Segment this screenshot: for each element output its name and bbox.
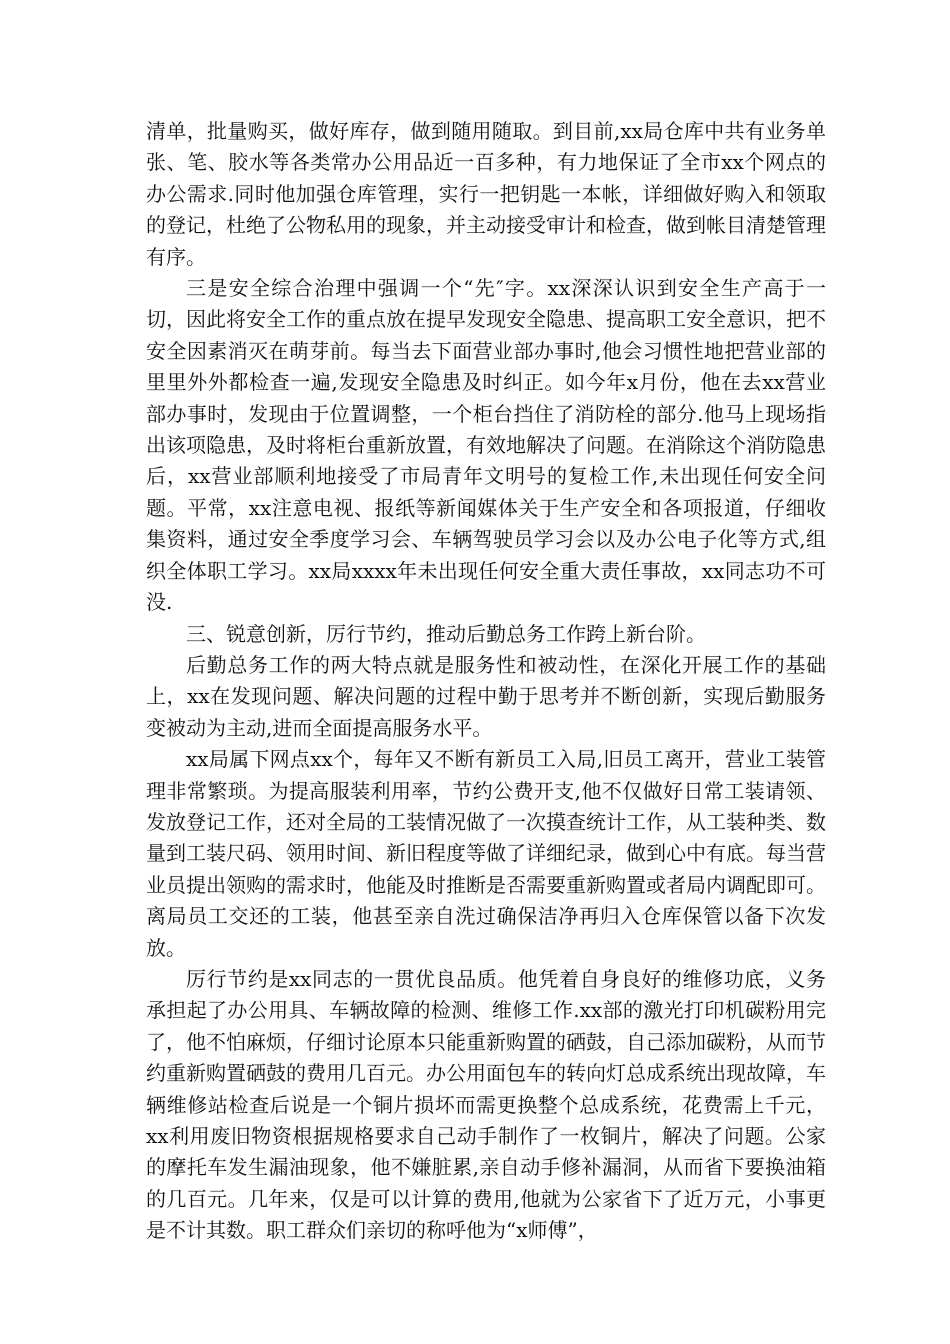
section-heading: 三、锐意创新，厉行节约，推动后勤总务工作跨上新台阶。	[186, 621, 706, 646]
paragraph-1: 清单，批量购买，做好库存，做到随用随取。到目前,xx局仓库中共有业务单张、笔、胶水等各类常办公用品近一百多种，有力地保证了全市xx个网点的办公需求.同时他加强仓库管理，实行一把钥匙一本帐，详细做好购入和领取的登记，杜绝了公物私用的现象，并主动接受审计和检查，做到帐目清楚管理有序。	[146, 119, 826, 269]
paragraph-5: 厉行节约是xx同志的一贯优良品质。他凭着自身良好的维修功底，义务承担起了办公用具、车辆故障的检测、维修工作.xx部的激光打印机碳粉用完了，他不怕麻烦，仔细讨论原本只能重新购置的硒鼓，自己添加碳粉，从而节约重新购置硒鼓的费用几百元。办公用面包车的转向灯总成系统出现故障，车辆维修站检查后说是一个铜片损坏而需更换整个总成系统，花费需上千元，xx利用废旧物资根据规格要求自己动手制作了一枚铜片，解决了问题。公家的摩托车发生漏油现象，他不嫌脏累,亲自动手修补漏洞，从而省下要换油箱的几百元。几年来，仅是可以计算的费用,他就为公家省下了近万元，小事更是不计其数。职工群众们亲切的称呼他为“x师傅”，	[146, 966, 826, 1243]
paragraph-4: xx局属下网点xx个，每年又不断有新员工入局,旧员工离开，营业工装管理非常繁琐。为提高服装利用率，节约公费开支,他不仅做好日常工装请领、发放登记工作，还对全局的工装情况做了一次摸查统计工作，从工装种类、数量到工装尺码、领用时间、新旧程度等做了详细纪录，做到心中有底。每当营业员提出领购的需求时，他能及时推断是否需要重新购置或者局内调配即可。离局员工交还的工装，他甚至亲自洗过确保洁净再归入仓库保管以备下次发放。	[146, 747, 826, 960]
paragraph-3: 后勤总务工作的两大特点就是服务性和被动性，在深化开展工作的基础上，xx在发现问题、解决问题的过程中勤于思考并不断创新，实现后勤服务变被动为主动,进而全面提高服务水平。	[146, 652, 826, 740]
document-page	[146, 116, 826, 1247]
paragraph-2: 三是安全综合治理中强调一个“先″字。xx深深认识到安全生产高于一切，因此将安全工作的重点放在提早发现安全隐患、提高职工安全意识，把不安全因素消灭在萌芽前。每当去下面营业部办事时,他会习惯性地把营业部的里里外外都检查一遍,发现安全隐患及时纠正。如今年x月份，他在去xx营业部办事时，发现由于位置调整，一个柜台挡住了消防栓的部分.他马上现场指出该项隐患，及时将柜台重新放置，有效地解决了问题。在消除这个消防隐患后，xx营业部顺利地接受了市局青年文明号的复检工作,未出现任何安全问题。平常，xx注意电视、报纸等新闻媒体关于生产安全和各项报道，仔细收集资料，通过安全季度学习会、车辆驾驶员学习会以及办公电子化等方式,组织全体职工学习。xx局xxxx年未出现任何安全重大责任事故，xx同志功不可没.	[146, 276, 826, 615]
